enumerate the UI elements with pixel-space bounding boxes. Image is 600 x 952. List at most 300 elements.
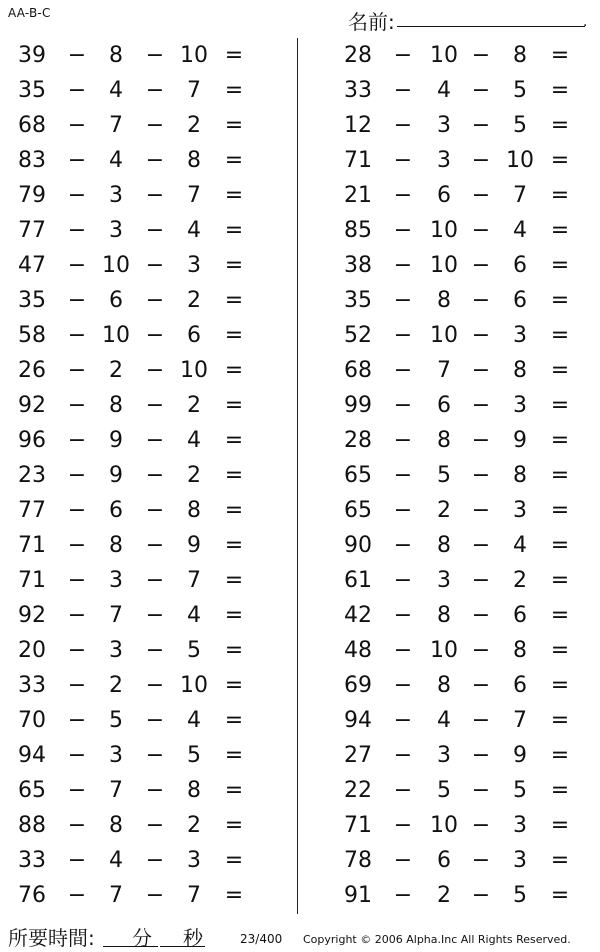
equals-sign: =	[224, 638, 244, 663]
operand-b: 4	[437, 708, 451, 733]
operand-b: 10	[430, 638, 458, 663]
equals-sign: =	[224, 848, 244, 873]
operand-b: 9	[109, 428, 123, 453]
minus-sign: −	[393, 183, 413, 208]
operand-c: 3	[513, 848, 527, 873]
operand-a: 12	[344, 113, 372, 138]
operand-b: 3	[109, 218, 123, 243]
minus-sign: −	[471, 883, 491, 908]
minus-sign: −	[393, 673, 413, 698]
minus-sign: −	[393, 463, 413, 488]
minus-sign: −	[67, 113, 87, 138]
operand-c: 6	[513, 603, 527, 628]
equals-sign: =	[550, 743, 570, 768]
equals-sign: =	[224, 218, 244, 243]
minus-sign: −	[471, 673, 491, 698]
operand-b: 7	[437, 358, 451, 383]
minus-sign: −	[471, 393, 491, 418]
operand-a: 26	[18, 358, 46, 383]
operand-b: 2	[437, 498, 451, 523]
equals-sign: =	[224, 463, 244, 488]
operand-b: 8	[437, 533, 451, 558]
minus-sign: −	[393, 113, 413, 138]
operand-b: 5	[109, 708, 123, 733]
minus-sign: −	[145, 673, 165, 698]
operand-a: 96	[18, 428, 46, 453]
equals-sign: =	[550, 603, 570, 628]
operand-b: 10	[430, 323, 458, 348]
operand-c: 2	[513, 568, 527, 593]
equals-sign: =	[550, 568, 570, 593]
operand-b: 3	[109, 183, 123, 208]
equals-sign: =	[224, 288, 244, 313]
equals-sign: =	[224, 148, 244, 173]
minus-sign: −	[471, 463, 491, 488]
operand-b: 2	[109, 358, 123, 383]
minus-sign: −	[471, 148, 491, 173]
operand-c: 4	[513, 533, 527, 558]
operand-a: 21	[344, 183, 372, 208]
minus-sign: −	[471, 358, 491, 383]
operand-b: 8	[437, 603, 451, 628]
minus-sign: −	[145, 533, 165, 558]
minus-sign: −	[393, 393, 413, 418]
minus-sign: −	[67, 148, 87, 173]
operand-c: 2	[187, 288, 201, 313]
equals-sign: =	[550, 813, 570, 838]
minus-sign: −	[471, 848, 491, 873]
operand-c: 8	[187, 148, 201, 173]
equals-sign: =	[550, 253, 570, 278]
minus-sign: −	[67, 498, 87, 523]
minus-sign: −	[145, 78, 165, 103]
equals-sign: =	[224, 183, 244, 208]
operand-c: 6	[187, 323, 201, 348]
operand-a: 78	[344, 848, 372, 873]
minus-sign: −	[145, 148, 165, 173]
minus-sign: −	[393, 498, 413, 523]
minus-sign: −	[471, 428, 491, 453]
equals-sign: =	[224, 323, 244, 348]
operand-a: 39	[18, 43, 46, 68]
operand-c: 2	[187, 113, 201, 138]
minus-sign: −	[393, 568, 413, 593]
operand-b: 3	[109, 568, 123, 593]
equals-sign: =	[224, 883, 244, 908]
operand-a: 47	[18, 253, 46, 278]
operand-c: 10	[180, 358, 208, 383]
operand-c: 3	[513, 498, 527, 523]
minus-sign: −	[471, 813, 491, 838]
operand-b: 8	[109, 393, 123, 418]
equals-sign: =	[550, 288, 570, 313]
minus-sign: −	[145, 253, 165, 278]
minus-sign: −	[145, 883, 165, 908]
operand-b: 8	[109, 813, 123, 838]
operand-a: 52	[344, 323, 372, 348]
operand-a: 33	[344, 78, 372, 103]
operand-b: 3	[109, 638, 123, 663]
minus-sign: −	[145, 813, 165, 838]
operand-b: 4	[437, 78, 451, 103]
operand-b: 4	[109, 78, 123, 103]
minus-sign: −	[145, 218, 165, 243]
operand-a: 94	[344, 708, 372, 733]
operand-c: 8	[513, 463, 527, 488]
minus-sign: −	[145, 113, 165, 138]
minus-sign: −	[67, 638, 87, 663]
operand-c: 3	[513, 323, 527, 348]
equals-sign: =	[550, 148, 570, 173]
equals-sign: =	[224, 358, 244, 383]
operand-b: 8	[109, 43, 123, 68]
minus-sign: −	[145, 428, 165, 453]
operand-a: 77	[18, 498, 46, 523]
operand-c: 10	[180, 673, 208, 698]
operand-b: 7	[109, 603, 123, 628]
operand-b: 10	[430, 43, 458, 68]
operand-c: 6	[513, 253, 527, 278]
operand-c: 5	[513, 78, 527, 103]
minus-sign: −	[145, 498, 165, 523]
minus-sign: −	[67, 603, 87, 628]
operand-b: 5	[437, 778, 451, 803]
operand-a: 71	[18, 533, 46, 558]
equals-sign: =	[224, 673, 244, 698]
operand-a: 33	[18, 848, 46, 873]
name-label: 名前:	[348, 10, 395, 34]
minus-sign: −	[67, 323, 87, 348]
operand-b: 8	[437, 288, 451, 313]
name-line[interactable]	[397, 26, 585, 27]
minus-sign: −	[145, 323, 165, 348]
operand-a: 28	[344, 428, 372, 453]
equals-sign: =	[550, 708, 570, 733]
operand-b: 6	[437, 393, 451, 418]
seconds-label: 秒	[183, 926, 203, 950]
operand-a: 76	[18, 883, 46, 908]
equals-sign: =	[224, 43, 244, 68]
minus-sign: −	[393, 708, 413, 733]
minus-sign: −	[471, 533, 491, 558]
column-divider	[297, 38, 298, 914]
operand-a: 91	[344, 883, 372, 908]
operand-b: 2	[109, 673, 123, 698]
minus-sign: −	[67, 78, 87, 103]
equals-sign: =	[224, 568, 244, 593]
minus-sign: −	[393, 533, 413, 558]
operand-a: 94	[18, 743, 46, 768]
operand-b: 6	[437, 183, 451, 208]
operand-c: 3	[187, 848, 201, 873]
operand-b: 6	[109, 498, 123, 523]
minus-sign: −	[67, 533, 87, 558]
minus-sign: −	[67, 568, 87, 593]
operand-c: 7	[187, 568, 201, 593]
operand-b: 7	[109, 113, 123, 138]
operand-a: 65	[344, 498, 372, 523]
minus-sign: −	[67, 673, 87, 698]
operand-b: 3	[437, 113, 451, 138]
equals-sign: =	[224, 533, 244, 558]
equals-sign: =	[550, 183, 570, 208]
minus-sign: −	[67, 463, 87, 488]
operand-a: 79	[18, 183, 46, 208]
equals-sign: =	[550, 218, 570, 243]
operand-c: 8	[187, 498, 201, 523]
minus-sign: −	[67, 428, 87, 453]
operand-b: 6	[437, 848, 451, 873]
operand-c: 4	[513, 218, 527, 243]
minus-sign: −	[393, 743, 413, 768]
minus-sign: −	[471, 743, 491, 768]
operand-a: 77	[18, 218, 46, 243]
operand-a: 69	[344, 673, 372, 698]
minus-sign: −	[145, 358, 165, 383]
minus-sign: −	[67, 393, 87, 418]
operand-a: 92	[18, 393, 46, 418]
minus-sign: −	[393, 218, 413, 243]
operand-a: 68	[344, 358, 372, 383]
minus-sign: −	[393, 603, 413, 628]
operand-c: 10	[506, 148, 534, 173]
equals-sign: =	[224, 393, 244, 418]
operand-c: 8	[513, 358, 527, 383]
operand-c: 5	[513, 778, 527, 803]
equals-sign: =	[224, 813, 244, 838]
equals-sign: =	[550, 428, 570, 453]
equals-sign: =	[550, 43, 570, 68]
operand-b: 9	[109, 463, 123, 488]
operand-b: 3	[109, 743, 123, 768]
minus-sign: −	[393, 638, 413, 663]
minus-sign: −	[145, 393, 165, 418]
operand-a: 58	[18, 323, 46, 348]
minus-sign: −	[145, 638, 165, 663]
minus-sign: −	[471, 78, 491, 103]
operand-c: 4	[187, 708, 201, 733]
equals-sign: =	[550, 498, 570, 523]
worksheet-code: AA-B-C	[8, 6, 51, 20]
operand-a: 35	[18, 78, 46, 103]
minus-sign: −	[67, 218, 87, 243]
operand-c: 5	[187, 638, 201, 663]
equals-sign: =	[224, 428, 244, 453]
operand-b: 7	[109, 883, 123, 908]
operand-c: 5	[187, 743, 201, 768]
equals-sign: =	[224, 603, 244, 628]
operand-a: 70	[18, 708, 46, 733]
minus-sign: −	[393, 253, 413, 278]
operand-c: 4	[187, 218, 201, 243]
operand-a: 90	[344, 533, 372, 558]
operand-a: 88	[18, 813, 46, 838]
equals-sign: =	[550, 113, 570, 138]
minus-sign: −	[67, 848, 87, 873]
equals-sign: =	[550, 533, 570, 558]
minus-sign: −	[393, 848, 413, 873]
equals-sign: =	[224, 778, 244, 803]
minus-sign: −	[67, 743, 87, 768]
equals-sign: =	[550, 638, 570, 663]
minus-sign: −	[393, 43, 413, 68]
minus-sign: −	[471, 43, 491, 68]
operand-a: 23	[18, 463, 46, 488]
equals-sign: =	[224, 708, 244, 733]
operand-b: 8	[437, 673, 451, 698]
operand-c: 7	[187, 78, 201, 103]
minus-sign: −	[67, 183, 87, 208]
operand-b: 10	[102, 253, 130, 278]
minus-sign: −	[393, 288, 413, 313]
minus-sign: −	[393, 78, 413, 103]
minus-sign: −	[67, 358, 87, 383]
operand-c: 7	[513, 708, 527, 733]
minus-sign: −	[393, 813, 413, 838]
operand-c: 7	[187, 183, 201, 208]
equals-sign: =	[550, 673, 570, 698]
operand-b: 3	[437, 743, 451, 768]
operand-a: 61	[344, 568, 372, 593]
operand-a: 22	[344, 778, 372, 803]
operand-a: 68	[18, 113, 46, 138]
minus-sign: −	[67, 288, 87, 313]
minus-sign: −	[67, 883, 87, 908]
operand-a: 38	[344, 253, 372, 278]
operand-c: 9	[513, 428, 527, 453]
minus-sign: −	[471, 638, 491, 663]
operand-c: 2	[187, 813, 201, 838]
minus-sign: −	[67, 778, 87, 803]
operand-a: 28	[344, 43, 372, 68]
copyright: Copyright © 2006 Alpha.Inc All Rights Reserved.	[303, 933, 571, 946]
operand-c: 3	[513, 393, 527, 418]
operand-b: 6	[109, 288, 123, 313]
minus-sign: −	[471, 708, 491, 733]
operand-b: 10	[430, 218, 458, 243]
minus-sign: −	[471, 323, 491, 348]
operand-a: 83	[18, 148, 46, 173]
operand-b: 5	[437, 463, 451, 488]
minus-sign: −	[471, 113, 491, 138]
operand-b: 3	[437, 148, 451, 173]
operand-c: 9	[513, 743, 527, 768]
operand-a: 20	[18, 638, 46, 663]
minus-sign: −	[67, 43, 87, 68]
equals-sign: =	[550, 393, 570, 418]
operand-a: 35	[18, 288, 46, 313]
minus-sign: −	[393, 883, 413, 908]
minus-sign: −	[471, 253, 491, 278]
minus-sign: −	[471, 288, 491, 313]
minus-sign: −	[67, 813, 87, 838]
minus-sign: −	[393, 778, 413, 803]
operand-a: 35	[344, 288, 372, 313]
operand-c: 8	[513, 638, 527, 663]
minus-sign: −	[145, 288, 165, 313]
minus-sign: −	[145, 183, 165, 208]
minus-sign: −	[145, 708, 165, 733]
minus-sign: −	[145, 848, 165, 873]
minus-sign: −	[471, 603, 491, 628]
minus-sign: −	[393, 148, 413, 173]
minus-sign: −	[471, 498, 491, 523]
operand-c: 3	[513, 813, 527, 838]
operand-c: 9	[187, 533, 201, 558]
operand-b: 7	[109, 778, 123, 803]
equals-sign: =	[550, 463, 570, 488]
minus-sign: −	[145, 463, 165, 488]
operand-a: 92	[18, 603, 46, 628]
minus-sign: −	[393, 428, 413, 453]
name-dot: .	[583, 14, 588, 30]
minutes-label: 分	[132, 926, 152, 950]
operand-b: 4	[109, 848, 123, 873]
equals-sign: =	[224, 113, 244, 138]
minus-sign: −	[145, 778, 165, 803]
operand-b: 3	[437, 568, 451, 593]
time-label: 所要時間:	[8, 926, 95, 950]
minus-sign: −	[471, 778, 491, 803]
operand-a: 71	[18, 568, 46, 593]
operand-a: 48	[344, 638, 372, 663]
operand-c: 6	[513, 673, 527, 698]
operand-b: 10	[102, 323, 130, 348]
operand-c: 10	[180, 43, 208, 68]
minus-sign: −	[471, 568, 491, 593]
operand-c: 5	[513, 113, 527, 138]
operand-c: 4	[187, 603, 201, 628]
operand-b: 10	[430, 813, 458, 838]
operand-c: 5	[513, 883, 527, 908]
operand-c: 2	[187, 463, 201, 488]
operand-b: 10	[430, 253, 458, 278]
minus-sign: −	[471, 218, 491, 243]
operand-a: 33	[18, 673, 46, 698]
equals-sign: =	[224, 253, 244, 278]
operand-a: 99	[344, 393, 372, 418]
minus-sign: −	[145, 603, 165, 628]
equals-sign: =	[550, 78, 570, 103]
operand-a: 27	[344, 743, 372, 768]
operand-a: 71	[344, 813, 372, 838]
equals-sign: =	[224, 498, 244, 523]
operand-a: 71	[344, 148, 372, 173]
minus-sign: −	[471, 183, 491, 208]
operand-c: 6	[513, 288, 527, 313]
operand-c: 2	[187, 393, 201, 418]
minus-sign: −	[145, 743, 165, 768]
equals-sign: =	[550, 358, 570, 383]
operand-b: 8	[109, 533, 123, 558]
operand-b: 4	[109, 148, 123, 173]
operand-a: 65	[18, 778, 46, 803]
operand-a: 85	[344, 218, 372, 243]
page-number: 23/400	[240, 932, 283, 946]
equals-sign: =	[550, 883, 570, 908]
operand-a: 42	[344, 603, 372, 628]
equals-sign: =	[224, 743, 244, 768]
operand-c: 8	[187, 778, 201, 803]
operand-b: 2	[437, 883, 451, 908]
equals-sign: =	[550, 323, 570, 348]
minus-sign: −	[67, 708, 87, 733]
minus-sign: −	[67, 253, 87, 278]
minus-sign: −	[145, 568, 165, 593]
operand-c: 3	[187, 253, 201, 278]
minus-sign: −	[393, 323, 413, 348]
operand-b: 8	[437, 428, 451, 453]
